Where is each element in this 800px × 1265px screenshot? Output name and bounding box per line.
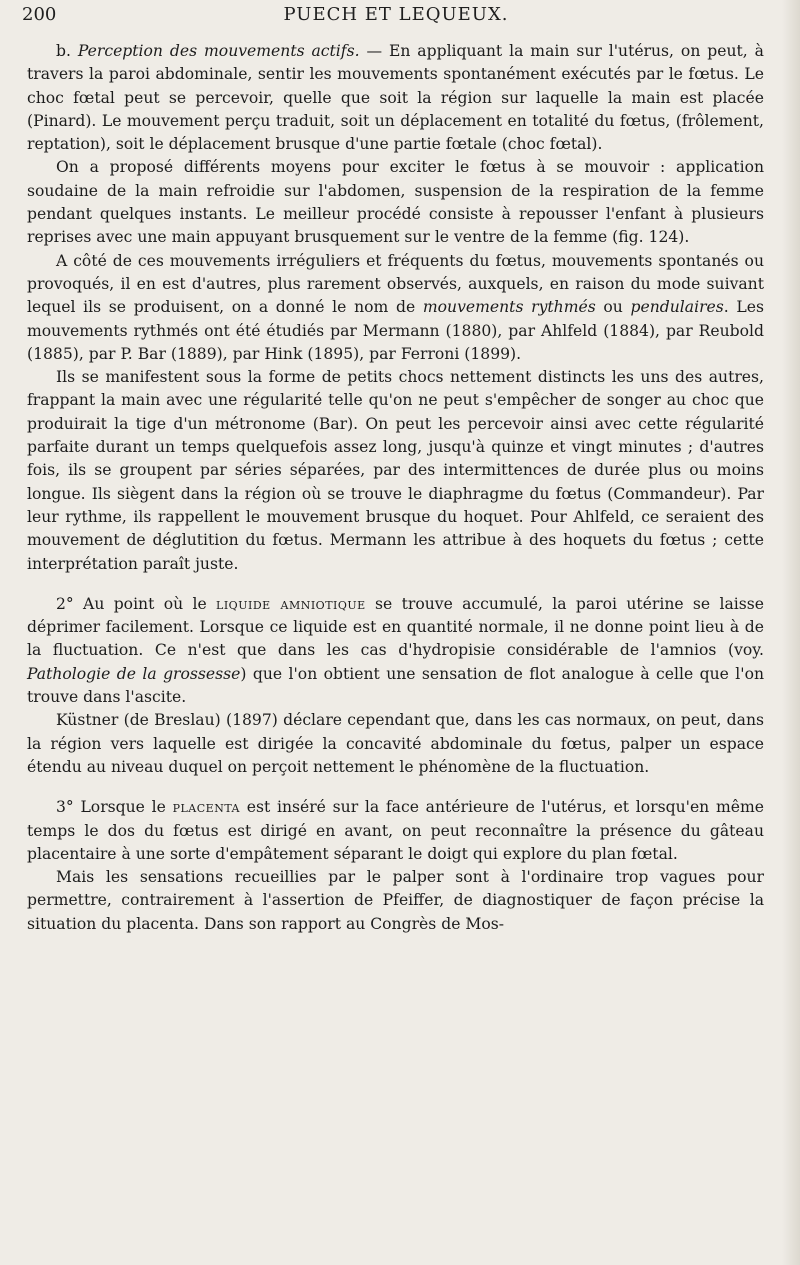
italic-term: mouvements rythmés <box>422 298 596 317</box>
paragraph-text: se trouve accumulé, la paroi utérine se laisse déprimer facilement. Lorsque ce liquide est en quantité normale, il ne donne point lieu à de la fluctuation. Ce n'est que dans les cas d'hydropisie considérable de l'amnios (voy. <box>27 594 765 660</box>
paragraph-text: est inséré sur la face antérieure de l'utérus, et lorsqu'en même temps le dos du fœtus est dirigé en avant, on peut reconnaître la présence du gâteau placentaire à une sorte d'empâtement séparant le doigt qui explore du plan fœtal. <box>27 798 764 863</box>
paragraph-text: A côté de ces mouvements irréguliers et fréquents du fœtus, mouvements spontanés ou provoqués, il en est d'autres, plus rarement observés, auxquels, en raison du mode suivant lequel ils se produisent, on a donné le nom de <box>27 251 764 317</box>
paragraph-moyens-exciter <box>27 156 764 249</box>
paragraph-mouvements-rythmes <box>27 250 764 366</box>
paragraph-petits-chocs <box>27 366 764 576</box>
paragraph-text: Mais les sensations recueillies par le palper sont à l'ordinaire trop vagues pour permettre, contrairement à l'assertion de Pfeiffer, de diagnostiquer de façon précise la situation du placenta. Dans son rapport au Congrès de Mos- <box>27 868 764 933</box>
paragraph-kustner <box>27 709 764 779</box>
paragraph-text: 2° Au point où le <box>56 594 217 613</box>
page-edge-shadow <box>782 0 800 1265</box>
paragraph-text: ou <box>595 298 631 317</box>
paragraph-text: Ils se manifestent sous la forme de petits chocs nettement distincts les uns des autres, frappant la main avec une régularité telle qu'on ne peut s'empêcher de songer au choc que produirait la tige d'un métronome (Bar). On peut les percevoir ainsi avec cette régularité parfaite durant un temps quelquefois assez long, jusqu'à quinze et vingt minutes ; d'autres fois, ils se groupent par séries séparées, par des intermittences de durée plus ou moins longue. Ils siègent dans la région où se trouve le diaphragme du fœtus (Commandeur). Par leur rythme, ils rappellent le mouvement brusque du hoquet. Pour Ahlfeld, ce seraient des mouvement de déglutition du fœtus. Mermann les attribue à des hoquets du fœtus ; cette interprétation paraît juste. <box>27 368 764 573</box>
italic-term: pendulaires <box>630 298 724 317</box>
body-text <box>27 40 764 936</box>
smallcaps-term: liquide amniotique <box>216 594 366 613</box>
page-header <box>22 4 770 32</box>
section-letter: b. <box>56 42 78 60</box>
paragraph-text: On a proposé différents moyens pour exciter le fœtus à se mouvoir : application soudaine de la main refroidie sur l'abdomen, suspension de la respiration de la femme pendant quelques instants. Le meilleur procédé consiste à repousser l'enfant à plusieurs reprises avec une main appuyant brusquement sur le ventre de la femme (fig. 124). <box>27 158 764 247</box>
paragraph-placenta <box>27 796 764 866</box>
smallcaps-term: placenta <box>172 798 240 817</box>
italic-reference: Pathologie de la grossesse <box>27 664 241 683</box>
running-title: PUECH ET LEQUEUX. <box>283 4 509 25</box>
paragraph-text: Küstner (de Breslau) (1897) déclare cependant que, dans les cas normaux, on peut, dans la région vers laquelle est dirigée la concavité abdominale du fœtus, palper un espace étendu au niveau duquel on perçoit nettement le phénomène de la fluctuation. <box>27 711 764 776</box>
paragraph-text: — En appliquant la main sur l'utérus, on peut, à travers la paroi abdominale, sentir les mouvements spontanément exécutés par le fœtus. Le choc fœtal peut se percevoir, quelle que soit la région sur laquelle la main est placée (Pinard). Le mouvement perçu traduit, soit un déplacement en totalité du fœtus, (frôlement, reptation), soit le déplacement brusque d'une partie fœtale (choc fœtal). <box>27 42 764 154</box>
paragraph-perception-mouvements <box>27 40 764 156</box>
paragraph-liquide-amniotique <box>27 593 764 709</box>
paragraph-text: ) que l'on obtient une sensation de flot analogue à celle que l'on trouve dans l'ascite. <box>27 664 764 707</box>
paragraph-sensations-palper <box>27 866 764 936</box>
paragraph-text: 3° Lorsque le <box>56 798 173 817</box>
section-heading: Perception des mouvements actifs. <box>77 42 360 60</box>
paragraph-text: . Les mouvements rythmés ont été étudiés par Mermann (1880), par Ahlfeld (1884), par Reubold (1885), par P. Bar (1889), par Hink (1895), par Ferroni (1899). <box>27 298 764 363</box>
page-number: 200 <box>22 4 57 25</box>
